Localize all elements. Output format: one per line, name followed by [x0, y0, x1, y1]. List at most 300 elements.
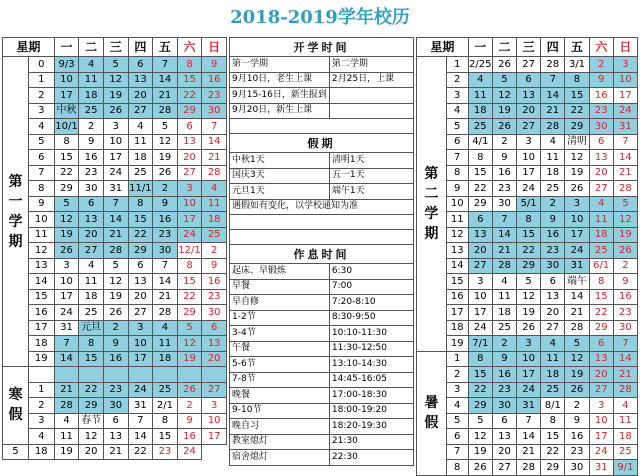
- day-cell: 21: [54, 382, 79, 398]
- day-cell: 22: [468, 382, 492, 398]
- day-cell: 28: [541, 119, 565, 135]
- day-cell: 3: [177, 181, 202, 197]
- weekday-header: 三: [517, 38, 541, 57]
- calendar-week-row: [417, 444, 638, 460]
- day-cell: 29: [128, 243, 153, 259]
- day-cell: 21: [565, 305, 589, 321]
- day-cell: 17: [517, 367, 541, 383]
- day-cell: 13: [103, 429, 128, 445]
- schedule-row: [230, 357, 414, 373]
- day-cell: 23: [492, 382, 516, 398]
- day-cell: 29: [565, 119, 589, 135]
- day-cell: 30: [202, 103, 227, 119]
- day-cell: 7: [613, 134, 637, 150]
- day-cell: 22: [541, 444, 565, 460]
- calendar-week-row: [3, 165, 227, 181]
- day-cell: 15: [468, 165, 492, 181]
- weekday-header: 二: [492, 38, 516, 57]
- week-number: 9: [28, 196, 54, 212]
- week-number: 6: [446, 134, 468, 150]
- day-cell: 10: [468, 289, 492, 305]
- day-cell: 30: [202, 305, 227, 321]
- day-cell: 5: [103, 57, 128, 73]
- calendar-week-row: [417, 134, 638, 150]
- day-cell: 22: [565, 103, 589, 119]
- day-cell: 16: [492, 367, 516, 383]
- holiday-cell: 元旦1天: [230, 184, 330, 200]
- day-cell: 13: [541, 289, 565, 305]
- schedule-cell: 宿舍熄灯: [230, 450, 330, 466]
- week-number: 16: [28, 305, 54, 321]
- day-cell: 30: [541, 258, 565, 274]
- day-cell: 17: [103, 150, 128, 166]
- day-cell: 24: [589, 444, 613, 460]
- day-cell: 3: [517, 336, 541, 352]
- left-calendar: [2, 37, 227, 460]
- day-cell: 29: [517, 258, 541, 274]
- day-cell: 11: [492, 289, 516, 305]
- day-cell: 13: [468, 227, 492, 243]
- day-cell: 25: [541, 382, 565, 398]
- day-cell: 2: [613, 258, 637, 274]
- day-cell: 26: [177, 382, 202, 398]
- calendar-week-row: [3, 119, 227, 135]
- day-cell: 25: [128, 165, 153, 181]
- calendar-week-row: [3, 181, 227, 197]
- calendar-week-row: [3, 289, 227, 305]
- day-cell: 23: [153, 227, 178, 243]
- week-number: 18: [446, 320, 468, 336]
- day-cell: 21: [517, 444, 541, 460]
- day-cell: 3: [202, 398, 227, 414]
- day-cell: 18: [613, 429, 637, 445]
- day-cell: 6: [177, 119, 202, 135]
- week-number: 6: [28, 150, 54, 166]
- day-cell: 31: [128, 398, 153, 414]
- day-cell: 4: [541, 336, 565, 352]
- day-cell: 26: [103, 103, 128, 119]
- day-cell: 25: [541, 181, 565, 197]
- calendar-week-row: [3, 398, 227, 414]
- day-cell: 23: [613, 305, 637, 321]
- day-cell: 22: [177, 289, 202, 305]
- schedule-cell: 6:30: [329, 264, 413, 280]
- day-cell: 30: [565, 460, 589, 476]
- calendar-week-row: [417, 367, 638, 383]
- week-number: 12: [28, 243, 54, 259]
- week-number: 7: [28, 165, 54, 181]
- schedule-cell: 13:10-14:30: [329, 357, 413, 373]
- day-cell: 14: [517, 429, 541, 445]
- weekday-header: 日: [202, 38, 227, 57]
- day-cell: 4: [54, 413, 79, 429]
- calendar-week-row: [417, 320, 638, 336]
- day-cell: 15: [468, 367, 492, 383]
- schedule-cell: 教室熄灯: [230, 434, 330, 450]
- day-cell: 14: [613, 150, 637, 166]
- week-number: 17: [28, 320, 54, 336]
- day-cell: 23: [103, 382, 128, 398]
- day-cell: 10: [589, 413, 613, 429]
- day-cell: 14: [541, 88, 565, 104]
- info-table: [229, 37, 414, 466]
- weekday-header: 三: [103, 38, 128, 57]
- day-cell: 2: [79, 119, 104, 135]
- day-cell: 10/1: [54, 119, 79, 135]
- day-cell: [177, 367, 202, 383]
- day-cell: 3: [589, 398, 613, 414]
- day-cell: 27: [589, 181, 613, 197]
- day-cell: 12: [492, 88, 516, 104]
- day-cell: 18: [28, 444, 54, 460]
- day-cell: 15: [177, 274, 202, 290]
- schedule-cell: 14:45-16:05: [329, 372, 413, 388]
- calendar-week-row: [417, 258, 638, 274]
- day-cell: 21: [613, 367, 637, 383]
- section-label: 暑假: [417, 351, 447, 475]
- day-cell: 27: [492, 460, 516, 476]
- day-cell: 20: [589, 165, 613, 181]
- day-cell: 8: [177, 258, 202, 274]
- schedule-cell: 9-10节: [230, 403, 330, 419]
- calendar-week-row: [417, 351, 638, 367]
- day-cell: 30: [492, 196, 516, 212]
- day-cell: 29: [468, 398, 492, 414]
- calendar-sheet: [2, 37, 638, 473]
- week-number: 1: [28, 72, 54, 88]
- day-cell: 27: [79, 243, 104, 259]
- calendar-week-row: [3, 72, 227, 88]
- schedule-row: [230, 341, 414, 357]
- weekday-header: 五: [565, 38, 589, 57]
- week-number: 15: [28, 289, 54, 305]
- day-cell: 31: [613, 119, 637, 135]
- day-cell: 24: [517, 382, 541, 398]
- week-number: 10: [28, 212, 54, 228]
- day-cell: 18: [541, 165, 565, 181]
- day-cell: 24: [177, 444, 202, 460]
- day-cell: 16: [613, 289, 637, 305]
- day-cell: 19: [54, 444, 79, 460]
- day-cell: 24: [517, 181, 541, 197]
- day-cell: 8: [589, 274, 613, 290]
- day-cell: 27: [589, 382, 613, 398]
- day-cell: 6: [492, 413, 516, 429]
- week-number: 19: [28, 351, 54, 367]
- day-cell: 25: [202, 227, 227, 243]
- day-cell: 23: [202, 88, 227, 104]
- day-cell: 17: [177, 212, 202, 228]
- day-cell: 14: [565, 289, 589, 305]
- week-number: 13: [446, 243, 468, 259]
- schedule-row: [230, 326, 414, 342]
- day-cell: 15: [79, 351, 104, 367]
- day-cell: 19: [54, 227, 79, 243]
- day-cell: 31: [103, 181, 128, 197]
- day-cell: 3: [517, 134, 541, 150]
- day-cell: 8: [468, 150, 492, 166]
- day-cell: 4: [468, 72, 492, 88]
- holiday-cell: 国庆3天: [230, 168, 330, 184]
- day-cell: 5: [492, 72, 516, 88]
- week-number: 13: [28, 258, 54, 274]
- day-cell: 18: [468, 103, 492, 119]
- day-cell: 29: [589, 320, 613, 336]
- holiday-cell: 端午1天: [329, 184, 413, 200]
- opening-cell: [329, 103, 413, 119]
- day-cell: 23: [565, 444, 589, 460]
- opening-cell: [329, 88, 413, 104]
- day-cell: 7: [541, 72, 565, 88]
- week-number: 3: [446, 382, 468, 398]
- day-cell: 9: [153, 196, 178, 212]
- opening-cell: 2月25日，上课: [329, 72, 413, 88]
- week-number: [28, 367, 54, 383]
- calendar-week-row: [417, 382, 638, 398]
- day-cell: 3: [565, 196, 589, 212]
- day-cell: 8: [177, 57, 202, 73]
- day-cell: 13: [79, 212, 104, 228]
- day-cell: 19: [177, 351, 202, 367]
- day-cell: 21: [492, 243, 516, 259]
- day-cell: 7: [153, 57, 178, 73]
- week-number: 6: [446, 429, 468, 445]
- day-cell: 10: [202, 413, 227, 429]
- schedule-cell: 18:20-19:30: [329, 419, 413, 435]
- day-cell: 29: [177, 305, 202, 321]
- day-cell: 8: [517, 212, 541, 228]
- day-cell: 19: [613, 227, 637, 243]
- week-number: 8: [446, 460, 468, 476]
- holiday-cell: 五一1天: [329, 168, 413, 184]
- day-cell: 15: [153, 429, 178, 445]
- day-cell: 6: [202, 320, 227, 336]
- day-cell: 15: [565, 88, 589, 104]
- day-cell: 9: [79, 134, 104, 150]
- day-cell: 20: [177, 150, 202, 166]
- calendar-week-row: [417, 398, 638, 414]
- calendar-week-row: [417, 103, 638, 119]
- day-cell: 2/25: [468, 57, 492, 73]
- day-cell: 12: [54, 212, 79, 228]
- schedule-cell: 5-6节: [230, 357, 330, 373]
- day-cell: 7: [613, 336, 637, 352]
- week-number: 5: [28, 134, 54, 150]
- schedule-cell: 晚自习: [230, 419, 330, 435]
- day-cell: 14: [492, 227, 516, 243]
- schedule-row: [230, 279, 414, 295]
- day-cell: 5/1: [517, 196, 541, 212]
- opening-cell: 第二学期: [329, 57, 413, 73]
- day-cell: 9: [541, 212, 565, 228]
- calendar-week-row: [3, 150, 227, 166]
- day-cell: 30: [589, 119, 613, 135]
- day-cell: 25: [468, 119, 492, 135]
- day-cell: 25: [589, 243, 613, 259]
- calendar-week-row: [3, 258, 227, 274]
- day-cell: 3: [613, 57, 637, 73]
- day-cell: 25: [492, 320, 516, 336]
- calendar-week-row: [3, 57, 227, 73]
- calendar-week-row: [417, 274, 638, 290]
- day-cell: 4: [202, 181, 227, 197]
- day-cell: 中秋: [54, 103, 79, 119]
- day-cell: 29: [79, 398, 104, 414]
- day-cell: 12: [613, 212, 637, 228]
- calendar-week-row: [3, 196, 227, 212]
- calendar-week-row: [417, 119, 638, 135]
- calendar-week-row: [417, 196, 638, 212]
- middle-info: [229, 37, 414, 466]
- day-cell: 27: [128, 103, 153, 119]
- day-cell: 5: [468, 413, 492, 429]
- day-cell: 28: [153, 305, 178, 321]
- day-cell: 10: [128, 336, 153, 352]
- day-cell: 16: [103, 351, 128, 367]
- week-number: 7: [446, 444, 468, 460]
- section-label: 寒假: [3, 367, 29, 445]
- day-cell: 4: [613, 398, 637, 414]
- day-cell: 11: [79, 72, 104, 88]
- day-cell: 9: [177, 413, 202, 429]
- calendar-week-row: [3, 212, 227, 228]
- day-cell: 22: [128, 444, 153, 460]
- calendar-week-row: [417, 336, 638, 352]
- day-cell: 9: [492, 351, 516, 367]
- day-cell: 12: [565, 150, 589, 166]
- week-number: 1: [446, 57, 468, 73]
- day-cell: 16: [202, 274, 227, 290]
- day-cell: 15: [128, 212, 153, 228]
- day-cell: 12: [177, 336, 202, 352]
- schedule-cell: 早自修: [230, 295, 330, 311]
- day-cell: 8: [541, 413, 565, 429]
- day-cell: 12: [517, 289, 541, 305]
- day-cell: 21: [153, 289, 178, 305]
- day-cell: 13: [589, 150, 613, 166]
- day-cell: 9/3: [54, 57, 79, 73]
- calendar-week-row: [417, 243, 638, 259]
- day-cell: 27: [468, 258, 492, 274]
- day-cell: 6/1: [589, 258, 613, 274]
- day-cell: 2: [103, 320, 128, 336]
- section-label: 第一学期: [3, 57, 29, 367]
- week-number: 2: [28, 88, 54, 104]
- day-cell: 27: [202, 382, 227, 398]
- calendar-week-row: [3, 305, 227, 321]
- page-title: 2018-2019学年校历: [230, 7, 410, 28]
- day-cell: 27: [517, 57, 541, 73]
- day-cell: 27: [541, 320, 565, 336]
- day-cell: 23: [153, 444, 178, 460]
- day-cell: 31: [54, 320, 79, 336]
- day-cell: [128, 367, 153, 383]
- day-cell: 13: [128, 274, 153, 290]
- day-cell: 9: [565, 413, 589, 429]
- day-cell: 6: [128, 57, 153, 73]
- holiday-note: 遇假如有变化，以学校通知为准: [230, 199, 414, 215]
- week-number: 16: [446, 289, 468, 305]
- day-cell: 9: [613, 274, 637, 290]
- calendar-week-row: [3, 429, 227, 445]
- weekday-header: 二: [79, 38, 104, 57]
- day-cell: 11: [153, 336, 178, 352]
- day-cell: 25: [79, 305, 104, 321]
- day-cell: 11: [541, 351, 565, 367]
- day-cell: 28: [613, 181, 637, 197]
- day-cell: 22: [589, 305, 613, 321]
- day-cell: 16: [153, 212, 178, 228]
- holiday-cell: 清明1天: [329, 153, 413, 169]
- schedule-cell: 7-8节: [230, 372, 330, 388]
- week-number: 4: [28, 119, 54, 135]
- schedule-cell: 7:00: [329, 279, 413, 295]
- day-cell: 14: [103, 212, 128, 228]
- day-cell: 12: [565, 351, 589, 367]
- day-cell: 30: [153, 243, 178, 259]
- day-cell: 23: [79, 165, 104, 181]
- calendar-week-row: [3, 103, 227, 119]
- day-cell: 6: [103, 413, 128, 429]
- day-cell: 21: [103, 444, 128, 460]
- day-cell: 14: [202, 134, 227, 150]
- day-cell: 28: [517, 460, 541, 476]
- day-cell: 11: [613, 413, 637, 429]
- schedule-cell: 8:30-9:50: [329, 310, 413, 326]
- day-cell: 5: [613, 196, 637, 212]
- week-number: 5: [446, 413, 468, 429]
- day-cell: 29: [468, 196, 492, 212]
- day-cell: 16: [589, 88, 613, 104]
- week-number: 15: [446, 274, 468, 290]
- section-label: 第二学期: [417, 57, 447, 352]
- day-cell: 4: [153, 320, 178, 336]
- day-cell: 8: [128, 196, 153, 212]
- week-number: 11: [28, 227, 54, 243]
- day-cell: 11: [202, 196, 227, 212]
- opening-cell: 9月10日，老生上课: [230, 72, 330, 88]
- day-cell: 8: [153, 413, 178, 429]
- day-cell: 21: [103, 227, 128, 243]
- day-cell: 18: [79, 88, 104, 104]
- day-cell: 15: [517, 227, 541, 243]
- week-number: 4: [28, 429, 54, 445]
- day-cell: 17: [54, 88, 79, 104]
- schedule-cell: 午餐: [230, 341, 330, 357]
- week-number: 5: [446, 119, 468, 135]
- day-cell: 11: [589, 212, 613, 228]
- calendar-week-row: [3, 320, 227, 336]
- day-cell: 9: [492, 150, 516, 166]
- day-cell: 27: [517, 119, 541, 135]
- week-number: 12: [446, 227, 468, 243]
- calendar-week-row: [417, 212, 638, 228]
- day-cell: 15: [589, 289, 613, 305]
- day-cell: 22: [468, 181, 492, 197]
- day-cell: 24: [128, 382, 153, 398]
- day-cell: 21: [202, 150, 227, 166]
- week-number: 11: [446, 212, 468, 228]
- calendar-week-row: [417, 88, 638, 104]
- holiday-title: 假期: [230, 134, 414, 153]
- calendar-week-row: [417, 460, 638, 476]
- day-cell: 26: [565, 382, 589, 398]
- day-cell: 26: [153, 165, 178, 181]
- day-cell: 6: [589, 336, 613, 352]
- day-cell: 8: [468, 351, 492, 367]
- holiday-row: [230, 153, 414, 169]
- day-cell: 17: [202, 429, 227, 445]
